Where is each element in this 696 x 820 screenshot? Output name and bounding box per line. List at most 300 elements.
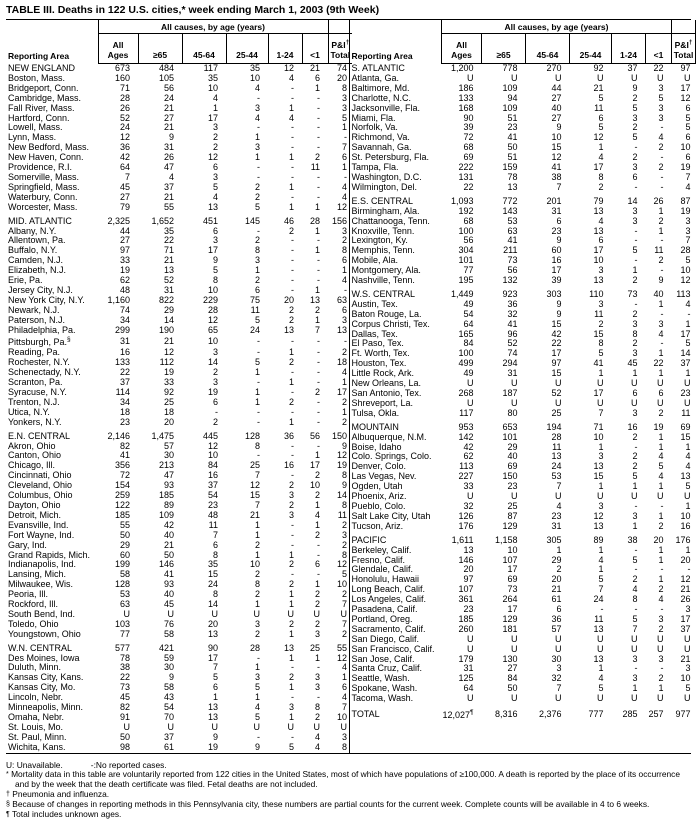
cell-25-44: 7 — [254, 500, 260, 510]
cell-1-24: 3 — [632, 113, 638, 123]
cell-45-64: 1 — [556, 545, 562, 555]
cell-25-44: 5 — [254, 202, 260, 212]
cell-pi: 3 — [342, 530, 348, 540]
cell-all-ages: 33 — [119, 256, 130, 266]
cell-ge65: 84 — [507, 674, 518, 684]
cell-lt1: - — [660, 153, 664, 163]
cell-45-64: 20 — [207, 619, 218, 629]
cell-lt1: 4 — [658, 452, 664, 462]
cell-pi: 176 — [675, 535, 691, 545]
cell-25-44: 5 — [598, 93, 604, 103]
cell-all-ages: 24 — [119, 123, 130, 133]
cell-pi: - — [344, 172, 348, 182]
cell-lt1: 3 — [658, 654, 664, 664]
city-row — [350, 123, 696, 133]
cell-45-64: 17 — [551, 349, 562, 359]
row-label: Yonkers, N.Y. — [8, 417, 62, 427]
cell-ge65: 58 — [163, 683, 174, 693]
cell-ge65: U — [511, 379, 518, 389]
cell-1-24: 1 — [288, 348, 294, 358]
cell-1-24: 3 — [288, 510, 294, 520]
cell-1-24: 3 — [288, 491, 294, 501]
cell-1-24: - — [291, 123, 294, 133]
cell-45-64: 10 — [551, 133, 562, 143]
cell-25-44: 21 — [593, 83, 604, 93]
row-label: Atlanta, Ga. — [351, 73, 400, 83]
cell-ge65: 109 — [502, 103, 518, 113]
cell-ge65: 143 — [502, 206, 518, 216]
cell-ge65: 25 — [507, 501, 518, 511]
cell-lt1: 2 — [315, 590, 321, 600]
cell-lt1: 1 — [658, 349, 664, 359]
cell-1-24: 4 — [288, 73, 294, 83]
cell-lt1: 2 — [315, 530, 321, 540]
cell-all-ages: 142 — [458, 432, 474, 442]
cell-45-64: 24 — [207, 580, 218, 590]
cell-all-ages: 31 — [119, 335, 130, 346]
cell-pi: 12 — [337, 560, 348, 570]
cell-all-ages: 113 — [459, 462, 474, 472]
cell-pi: 2 — [342, 417, 348, 427]
city-row — [6, 723, 352, 733]
cell-25-44: 5 — [254, 713, 260, 722]
city-row — [350, 472, 696, 482]
row-label: Fort Wayne, Ind. — [8, 530, 75, 540]
row-label: Buffalo, N.Y. — [8, 246, 58, 256]
cell-all-ages: 23 — [463, 605, 474, 615]
cell-1-24: 3 — [632, 511, 638, 521]
cell-all-ages: U — [467, 398, 474, 408]
cell-1-24: - — [634, 501, 638, 511]
cell-pi: - — [687, 565, 691, 575]
city-row — [6, 123, 352, 133]
row-label: Boston, Mass. — [8, 73, 66, 83]
row-label: Minneapolis, Minn. — [8, 703, 84, 713]
row-label: Chattanooga, Tenn. — [351, 216, 430, 226]
cell-25-44: 4 — [598, 555, 604, 565]
cell-45-64: U — [555, 492, 562, 502]
cell-1-24: - — [291, 93, 294, 103]
cell-lt1: 1 — [658, 511, 664, 521]
cell-pi: 2 — [342, 348, 348, 358]
dagger-footnote-marker: † — [688, 39, 693, 47]
cell-all-ages: 82 — [119, 441, 130, 451]
cell-all-ages: 22 — [119, 368, 130, 378]
cell-pi: 2 — [342, 236, 348, 246]
city-row — [350, 482, 696, 492]
cell-1-24: 5 — [632, 614, 638, 624]
cell-25-44: 1 — [254, 530, 260, 540]
cell-all-ages: 22 — [463, 182, 474, 192]
city-row — [6, 94, 352, 104]
cell-pi: 20 — [337, 73, 348, 83]
cell-25-44: 2 — [254, 540, 260, 550]
cell-45-64: 31 — [551, 206, 562, 216]
cell-1-24: - — [634, 605, 638, 615]
row-label: TOTAL — [351, 708, 380, 719]
cell-1-24: 2 — [632, 339, 638, 349]
column-header-pi-total: P&I† Total — [328, 34, 352, 64]
table-right-half — [349, 20, 693, 753]
cell-1-24: 3 — [632, 319, 638, 329]
cell-ge65: 13 — [507, 182, 518, 192]
cell-lt1: - — [317, 397, 321, 407]
cell-pi: 7 — [342, 143, 348, 153]
cell-25-44: 1 — [254, 600, 260, 610]
city-row — [6, 183, 352, 193]
city-row — [350, 276, 696, 286]
row-label: Worcester, Mass. — [8, 202, 78, 212]
row-label: New Bedford, Mass. — [8, 143, 90, 153]
cell-lt1: U — [657, 634, 664, 644]
cell-45-64: 17 — [207, 113, 218, 123]
cell-pi: 23 — [680, 389, 691, 398]
section-footnote-marker: § — [6, 800, 10, 808]
cell-1-24: - — [291, 266, 294, 276]
cell-25-44: 13 — [593, 521, 604, 531]
city-row — [350, 330, 696, 340]
row-label: San Antonio, Tex. — [351, 389, 422, 398]
cell-25-44: 2 — [254, 570, 260, 580]
cell-25-44: U — [597, 644, 604, 654]
row-label: Kansas City, Mo. — [8, 683, 76, 693]
cell-25-44: 11 — [594, 309, 604, 319]
city-row — [350, 300, 696, 310]
city-row — [350, 452, 696, 462]
row-label: Tacoma, Wash. — [351, 694, 414, 704]
cell-pi: 4 — [342, 368, 348, 378]
cell-all-ages: 74 — [119, 305, 130, 315]
cell-25-44: 3 — [254, 619, 260, 629]
column-header-ge65: ≥65 — [138, 34, 182, 64]
cell-45-64: 2 — [212, 133, 218, 143]
cell-1-24: 5 — [632, 472, 638, 482]
cell-45-64: U — [555, 644, 562, 654]
cell-1-24: 1 — [288, 378, 294, 388]
cell-all-ages: 36 — [119, 143, 130, 153]
dagger-footnote-marker: † — [6, 791, 10, 799]
city-row — [6, 531, 352, 541]
cell-all-ages: 577 — [114, 643, 130, 653]
cell-ge65: 21 — [163, 335, 174, 346]
cell-lt1: 1 — [315, 83, 321, 93]
cell-pi: 6 — [685, 153, 691, 163]
row-label: Allentown, Pa. — [8, 236, 66, 246]
cell-ge65: 52 — [163, 276, 174, 286]
cell-25-44: 71 — [593, 422, 604, 432]
cell-pi: 10 — [680, 674, 691, 684]
cell-pi: 9 — [342, 441, 348, 451]
cell-all-ages: 97 — [119, 246, 130, 256]
cell-25-44: 8 — [598, 339, 604, 349]
region-row — [6, 432, 352, 442]
cell-ge65: 41 — [507, 236, 518, 246]
row-label: Springfield, Mass. — [8, 182, 80, 192]
cell-45-64: 17 — [551, 266, 562, 276]
cell-1-24: 20 — [283, 295, 294, 305]
city-row — [350, 379, 696, 389]
cell-1-24: 1 — [288, 683, 294, 693]
row-label: Santa Cruz, Calif. — [351, 664, 423, 674]
city-row — [6, 418, 352, 428]
cell-all-ages: 192 — [458, 206, 474, 216]
cell-ge65: 20 — [163, 417, 174, 427]
cell-pi: 12 — [680, 93, 691, 103]
footnote-marker: § — [67, 336, 71, 344]
cell-ge65: 21 — [163, 256, 174, 266]
cell-25-44: 35 — [249, 63, 260, 73]
city-row — [6, 580, 352, 590]
row-label: Baltimore, Md. — [351, 83, 410, 93]
cell-lt1: 2 — [315, 471, 321, 481]
city-row — [6, 378, 352, 388]
cell-pi: 7 — [342, 619, 348, 629]
cell-25-44: U — [253, 722, 260, 732]
cell-pi: 1 — [342, 266, 348, 276]
cell-ge65: 1,158 — [494, 535, 518, 545]
cell-all-ages: 259 — [114, 491, 130, 501]
cell-45-64: 15 — [551, 143, 562, 153]
cell-45-64: 7 — [556, 482, 562, 492]
cell-ge65: 59 — [163, 653, 174, 663]
cell-1-24: U — [631, 379, 638, 389]
cell-25-44: - — [600, 605, 604, 615]
cell-lt1: 1 — [658, 442, 664, 452]
row-label: NEW ENGLAND — [8, 63, 76, 73]
row-label: El Paso, Tex. — [351, 339, 404, 349]
cell-lt1: - — [660, 123, 664, 133]
city-row — [6, 521, 352, 531]
cell-pi: 8 — [342, 500, 348, 510]
city-row — [350, 310, 696, 320]
cell-lt1: - — [317, 368, 321, 378]
cell-pi: 13 — [680, 472, 691, 482]
row-label: Columbus, Ohio — [8, 491, 73, 501]
cell-ge65: 9 — [168, 673, 174, 683]
cell-25-44: U — [597, 398, 604, 408]
cell-all-ages: 42 — [463, 442, 474, 452]
cell-1-24: 16 — [627, 422, 638, 432]
cell-pi: 6 — [342, 256, 348, 266]
cell-ge65: 73 — [507, 256, 518, 266]
cell-ge65: 778 — [502, 63, 518, 73]
city-row — [350, 645, 696, 655]
cell-45-64: 4 — [556, 501, 562, 511]
cell-1-24: 5 — [632, 246, 638, 256]
cell-pi: 12 — [337, 202, 348, 212]
cell-all-ages: 13 — [463, 545, 474, 555]
cell-45-64: 3 — [212, 172, 218, 182]
cell-pi: - — [344, 133, 348, 143]
cell-45-64: U — [555, 634, 562, 644]
row-label: South Bend, Ind. — [8, 609, 76, 619]
cell-45-64: 35 — [207, 560, 218, 570]
cell-lt1: U — [657, 73, 664, 83]
cell-45-64: 9 — [556, 309, 562, 319]
cell-pi: U — [684, 398, 691, 408]
cell-ge65: 55 — [163, 202, 174, 212]
cell-lt1: - — [317, 93, 321, 103]
row-label: Lincoln, Nebr. — [8, 693, 64, 703]
cell-45-64: 1 — [212, 693, 218, 703]
cell-pi: 4 — [685, 462, 691, 472]
cell-all-ages: U — [467, 73, 474, 83]
cell-1-24: - — [291, 388, 294, 397]
cell-45-64: 13 — [207, 629, 218, 639]
cell-ge65: 13 — [163, 266, 174, 276]
city-row — [6, 743, 352, 753]
cell-ge65: 190 — [158, 325, 174, 335]
cell-45-64: 12 — [207, 153, 218, 163]
cell-lt1: 1 — [315, 653, 321, 663]
cell-45-64: 15 — [207, 570, 218, 580]
cell-lt1: 1 — [658, 684, 664, 694]
cell-1-24: U — [631, 634, 638, 644]
cell-45-64: 12 — [207, 315, 218, 325]
cell-1-24: - — [634, 442, 638, 452]
city-row — [350, 664, 696, 674]
cell-45-64: 42 — [551, 329, 562, 339]
cell-lt1: - — [317, 143, 321, 153]
cell-25-44: 1 — [254, 388, 260, 397]
cell-1-24: - — [291, 163, 294, 173]
cell-lt1: U — [657, 644, 664, 654]
cell-pi: 4 — [342, 663, 348, 673]
row-label: Denver, Colo. — [351, 462, 407, 472]
cell-lt1: 1 — [315, 580, 321, 590]
cell-all-ages: 673 — [114, 63, 130, 73]
row-label: Nashville, Tenn. — [351, 276, 415, 286]
cell-ge65: 21 — [163, 540, 174, 550]
cell-1-24: 37 — [627, 63, 638, 73]
city-row — [6, 266, 352, 276]
row-label: Tulsa, Okla. — [351, 408, 400, 418]
cell-25-44: 15 — [249, 491, 260, 501]
row-label: Cincinnati, Ohio — [8, 471, 72, 481]
column-header-25-44: 25-44 — [226, 34, 268, 64]
city-row — [350, 207, 696, 217]
city-row — [350, 409, 696, 419]
cell-1-24: 9 — [632, 83, 638, 93]
cell-1-24: U — [631, 492, 638, 502]
cell-ge65: 21 — [163, 103, 174, 113]
row-label: Memphis, Tenn. — [351, 246, 415, 256]
cell-pi: 10 — [680, 143, 691, 153]
cell-ge65: 185 — [158, 491, 174, 501]
cell-lt1: 2 — [658, 216, 664, 226]
cell-pi: 4 — [685, 299, 691, 309]
cell-lt1: 3 — [658, 113, 664, 123]
cell-pi: 2 — [342, 629, 348, 639]
city-row — [350, 655, 696, 665]
cell-45-64: 13 — [207, 703, 218, 713]
cell-all-ages: 48 — [119, 285, 130, 295]
cell-ge65: U — [511, 644, 518, 654]
cell-lt1: - — [660, 182, 664, 192]
row-label: Austin, Tex. — [351, 299, 398, 309]
cell-1-24: 1 — [632, 266, 638, 276]
city-row — [6, 620, 352, 630]
cell-pi: 5 — [685, 113, 691, 123]
cell-25-44: U — [597, 492, 604, 502]
cell-lt1: 4 — [658, 472, 664, 482]
column-header-all-ages: All Ages — [442, 34, 482, 64]
cell-45-64: 7 — [212, 663, 218, 673]
cell-lt1: 21 — [310, 63, 321, 73]
cell-all-ages: 160 — [114, 73, 130, 83]
cell-lt1: - — [317, 266, 321, 276]
cell-ge65: 31 — [163, 285, 174, 295]
cell-25-44: 25 — [249, 461, 260, 471]
cell-pi: 11 — [681, 408, 691, 418]
cell-25-44: 12 — [593, 133, 604, 143]
column-header-reporting-area: Reporting Area — [351, 50, 413, 61]
cell-pi: 5 — [685, 256, 691, 266]
cell-45-64: 16 — [551, 256, 562, 266]
cell-all-ages: 22 — [119, 673, 130, 683]
cell-ge65: 12 — [163, 348, 174, 358]
cell-lt1: - — [317, 123, 321, 133]
row-label: Lowell, Mass. — [8, 123, 63, 133]
row-label: Erie, Pa. — [8, 276, 43, 286]
cell-45-64: 23 — [551, 226, 562, 236]
cell-pi: 977 — [675, 708, 691, 719]
row-label: Tampa, Fla. — [351, 163, 399, 173]
cell-ge65: 35 — [163, 226, 174, 236]
cell-pi: 1 — [685, 501, 691, 511]
cell-45-64: 23 — [551, 511, 562, 521]
cell-25-44: - — [257, 123, 260, 133]
cell-ge65: 58 — [163, 629, 174, 639]
city-row — [350, 492, 696, 502]
city-row — [6, 491, 352, 501]
cell-pi: 63 — [337, 295, 348, 305]
table-left-half — [6, 20, 349, 753]
cell-pi: 156 — [332, 216, 348, 226]
cell-lt1: - — [317, 570, 321, 580]
cell-pi: 28 — [680, 246, 691, 256]
cell-25-44: 75 — [249, 295, 260, 305]
cell-25-44: 5 — [598, 123, 604, 133]
cell-all-ages: 114 — [115, 388, 130, 397]
city-row — [350, 173, 696, 183]
cell-all-ages: 49 — [463, 299, 474, 309]
city-row — [350, 546, 696, 556]
cell-1-24: - — [291, 236, 294, 246]
cell-pi: 4 — [342, 182, 348, 192]
row-label: Portland, Oreg. — [351, 614, 413, 624]
row-label: Salt Lake City, Utah — [351, 511, 431, 521]
cell-ge65: 4 — [168, 172, 174, 182]
cell-pi: 5 — [685, 339, 691, 349]
cell-45-64: 65 — [207, 325, 218, 335]
cell-25-44: 13 — [593, 462, 604, 472]
cell-lt1: - — [317, 348, 321, 358]
cell-pi: 74 — [337, 63, 348, 73]
cell-25-44: 1 — [598, 664, 604, 674]
cell-1-24: 1 — [632, 369, 638, 379]
cell-lt1: 20 — [653, 535, 664, 545]
cell-all-ages: 2,325 — [107, 216, 130, 226]
cell-all-ages: 72 — [119, 471, 130, 481]
cell-lt1: 22 — [653, 63, 664, 73]
cell-all-ages: 133 — [458, 93, 474, 103]
cell-lt1: 1 — [658, 206, 664, 216]
footnote-pilcrow: ¶ Total includes unknown ages. — [6, 808, 122, 819]
cell-ge65: 41 — [163, 570, 174, 580]
cell-1-24: - — [291, 530, 294, 540]
cell-all-ages: 126 — [458, 511, 474, 521]
